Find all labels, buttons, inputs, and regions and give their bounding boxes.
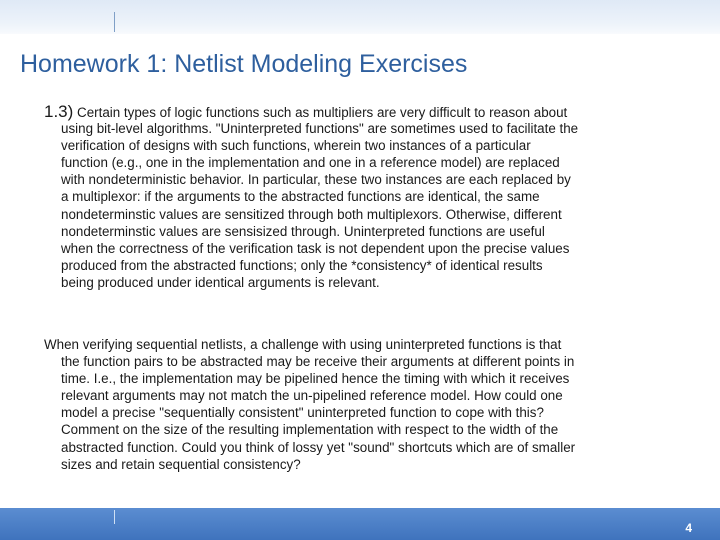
problem-line: a multiplexor: if the arguments to the abstracted functions are identical, the same <box>61 189 540 205</box>
question-line: the function pairs to be abstracted may be receive their arguments at different points in <box>61 354 575 370</box>
question-line: abstracted function. Could you think of lossy yet "sound" shortcuts which are of smaller <box>61 439 576 455</box>
problem-paragraph <box>44 102 579 291</box>
question-line: time. I.e., the implementation may be pipelined hence the timing with which it receives <box>61 371 570 387</box>
problem-line: when the correctness of the verification task is not dependent upon the precise values <box>61 240 570 256</box>
problem-line: being produced under identical arguments is relevant. <box>61 274 380 290</box>
question-line: model a precise "sequentially consistent" uninterpreted function to cope with this? <box>61 405 544 421</box>
header-band <box>0 0 720 34</box>
problem-line <box>44 103 578 120</box>
slide-title: Homework 1: Netlist Modeling Exercises <box>20 50 468 78</box>
question-line: sizes and retain sequential consistency? <box>61 456 301 472</box>
page-number: 4 <box>685 521 692 535</box>
problem-number: 1.3) <box>44 102 74 121</box>
problem-line: produced from the abstracted functions; only the *consistency* of identical results <box>61 257 543 273</box>
problem-line: with nondeterministic behavior. In particular, these two instances are each replaced by <box>61 172 571 188</box>
question-line: Comment on the size of the resulting implementation with respect to the width of the <box>61 422 559 438</box>
footer-divider <box>114 510 115 524</box>
question-line: When verifying sequential netlists, a challenge with using uninterpreted functions is that <box>44 337 562 352</box>
header-divider <box>114 12 115 32</box>
question-paragraph <box>44 336 576 473</box>
problem-line-text: Certain types of logic functions such as multipliers are very difficult to reason about <box>73 105 568 120</box>
problem-line: nondeterminstic values are sensitized through both multiplexors. Otherwise, different <box>61 206 562 222</box>
problem-line: using bit-level algorithms. "Uninterpreted functions" are sometimes used to facilitate the <box>61 121 579 137</box>
question-line: relevant arguments may not match the un-pipelined reference model. How could one <box>61 388 563 404</box>
footer-band <box>0 508 720 540</box>
problem-line: nondeterminstic values are sensisized through. Uninterpreted functions are useful <box>61 223 545 239</box>
problem-line: verification of designs with such functions, wherein two instances of a particular <box>61 138 531 154</box>
problem-line: function (e.g., one in the implementation and one in a reference model) are replaced <box>61 155 560 171</box>
